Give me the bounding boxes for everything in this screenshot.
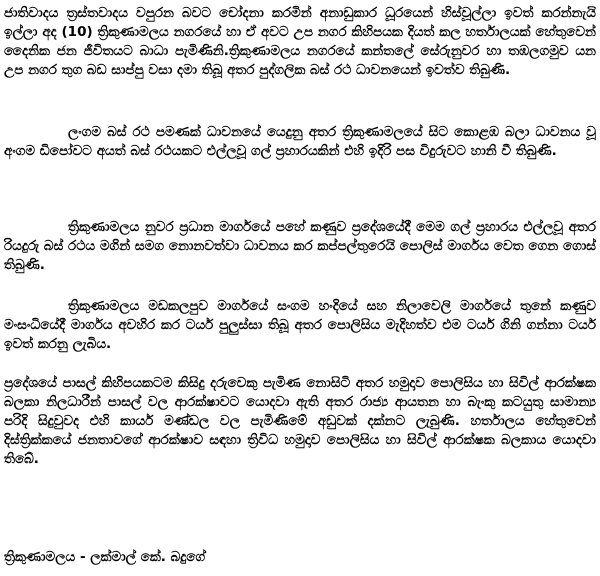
paragraph-stone-attack-location: ත්‍රිකුණාමලය නුවර ප්‍රධාන මාර්ගයේ පහේ කණුව ප්‍රදේශයේදී මෙම ගල් ප්‍රහාරය එල්ලවූ අතර රියදුරු බස් රථය මගින් සමග නොනවත්වා ධාවනය කර කප්පල්තුරෙයි පොලිස් මාර්ගය වෙත ගෙන ගොස් තිබුණි. — [4, 219, 596, 273]
paragraph-bus-attack: ලංගම බස් රථ පමණක් ධාවනයේ යෙදුනු අතර ත්‍රිකුණාමලයේ සිට කොළඹ බලා ධාවනය වූ අංගම ඩිපෝවට අයත් බස් රථයකට එල්ලවූ ගල් ප්‍රහාරයකින් එහි ඉදිරි පස විදුරුවට හානි වී තිබුණි. — [4, 124, 596, 159]
byline: ත්‍රිකුණාමලය - ලක්මාල් කේ. බදුගේ — [4, 549, 206, 565]
paragraph-schools-security: ප්‍රදේශයේ පාසල් කිහිපයකටම කිසිදු දරුවෙකු පැමිණ නොසිටි අතර හමුදාව පොලිසිය හා සිවිල් ආරක්ෂක බලකා නිලධාරීන් පාසල් වල ආරක්ෂාවට යොදවා ඇති අතර රාජ්‍ය ආයතන හා බැංකු කටයුතු සාමාන්‍ය පරිදි සිදුවුවද එහි කාර්ය මණ්ඩල වල පැමිණිමේ අඩුවක් දක්නට ලැබුණි. හර්තාලය හේතුවෙන් දිස්ත්‍රික්කයේ ජනතාවගේ ආරක්ෂාව සඳහා ත්‍රිවිධ හමුදාව පොලිසිය හා සිවිල් ආරක්ෂක බලකාය යොදවා තිබේ. — [4, 375, 596, 467]
paragraph-road-blocks: ත්‍රිකුණාමලය මඩකලපුව මාර්ගයේ සංගම හංදියේ සහ නිලාවෙලි මාර්ගයේ තුනේ කණුව මංසංධියේදී මාර්ගය අවහිර කර ටයර් පුලුස්සා තිබූ අතර පොලිසිය මැදිහත්ව එම ටයර් ගිනි ගන්නා ටයර් ඉවත් කරනු ලැබිය. — [4, 298, 596, 352]
paragraph-intro: ජාතිවාදය ත්‍රස්තවාදය වපුරන බවට චෝදනා කරමින් අනාඩුකාර ධූරයෙන් හිස්වූල්ලා ඉවත් කරන්නැයි ඉල්ලා අද (10) ත්‍රිකුණාමලය නගරයේ හා ඒ අවට උප නගර කිහිපයක දියත් කල හර්තාලයක් හේතුවෙන් දෛනික ජන ජීවිතයට බාධා පැමිණිනි.ත්‍රිකුණාමලය නගරයේ කන්තලේ සේරුනුවර හා තඹලගමුව යන උප නගර තුග බඩ සාප්පු වසා දමා තිබූ අතර පුද්ගලික බස් රථ ධාවනයෙන් ඉවත්ව තිබුණි. — [4, 5, 596, 78]
document-body — [4, 4, 596, 572]
